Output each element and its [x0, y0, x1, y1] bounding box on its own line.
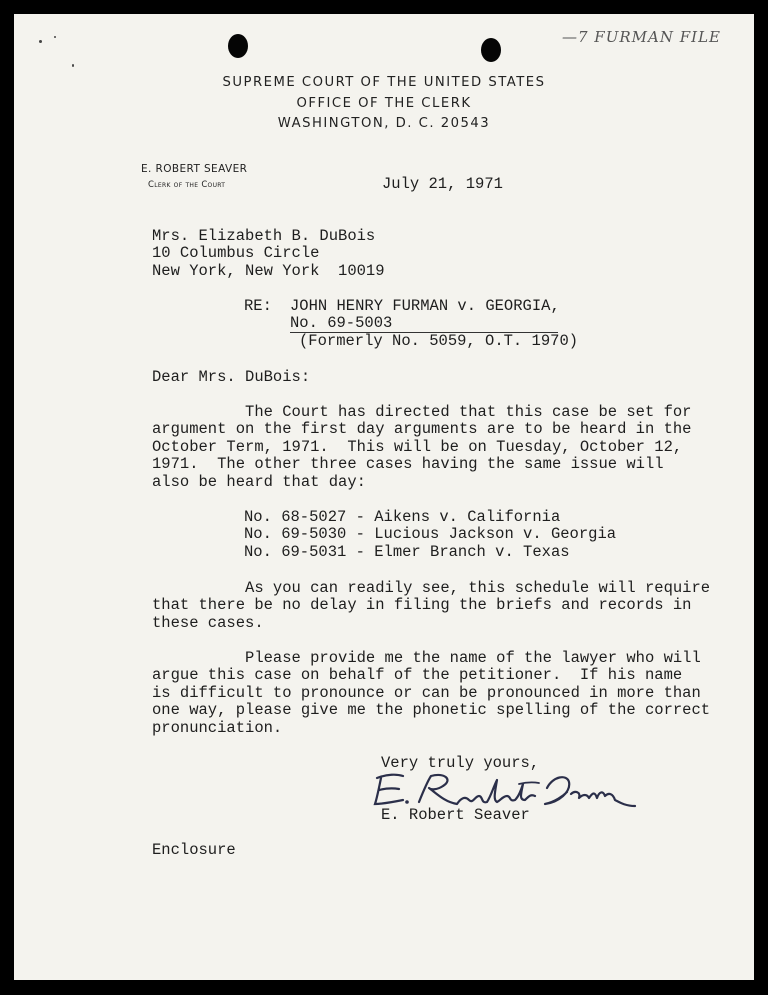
- paragraph-line: argument on the first day arguments are to be heard in the: [152, 420, 692, 438]
- re-case-title: JOHN HENRY FURMAN v. GEORGIA,: [290, 297, 560, 315]
- paragraph-line: As you can readily see, this schedule will require: [152, 579, 711, 597]
- paragraph-line: argue this case on behalf of the petitioner. If his name: [152, 666, 683, 684]
- case-list-item: No. 69-5030 - Lucious Jackson v. Georgia: [244, 525, 617, 543]
- letterhead-address: WASHINGTON, D. C. 20543: [277, 116, 491, 131]
- punch-hole-right: [481, 38, 501, 62]
- paragraph-line: 1971. The other three cases having the same issue will: [152, 455, 664, 473]
- case-list-item: No. 69-5031 - Elmer Branch v. Texas: [244, 543, 570, 561]
- recipient-name: Mrs. Elizabeth B. DuBois: [152, 227, 376, 245]
- paragraph-line: Please provide me the name of the lawyer who will: [152, 649, 701, 667]
- recipient-city: New York, New York 10019: [152, 262, 385, 280]
- handwritten-annotation: —7 FURMAN FILE: [562, 28, 721, 46]
- speck: [72, 64, 74, 67]
- paragraph-line: is difficult to pronounce or can be pronounced in more than: [152, 684, 701, 702]
- paragraph-line: The Court has directed that this case be set for: [152, 403, 692, 421]
- paragraph-line: pronunciation.: [152, 719, 283, 737]
- speck: [39, 40, 42, 43]
- letterhead-office: OFFICE OF THE CLERK: [296, 96, 472, 111]
- salutation: Dear Mrs. DuBois:: [152, 368, 311, 386]
- re-label: RE:: [244, 297, 272, 315]
- punch-hole-left: [228, 34, 248, 58]
- signer-name: E. Robert Seaver: [381, 806, 530, 824]
- clerk-name: E. ROBERT SEAVER: [141, 163, 248, 175]
- paragraph-line: these cases.: [152, 614, 264, 632]
- paragraph-line: also be heard that day:: [152, 473, 366, 491]
- paragraph-line: that there be no delay in filing the briefs and records in: [152, 596, 692, 614]
- clerk-title: Clerk of the Court: [148, 180, 226, 190]
- paragraph-line: October Term, 1971. This will be on Tuesday, October 12,: [152, 438, 683, 456]
- recipient-street: 10 Columbus Circle: [152, 244, 320, 262]
- letter-date: July 21, 1971: [382, 175, 503, 193]
- letter-page: [14, 14, 754, 980]
- enclosure-note: Enclosure: [152, 841, 236, 859]
- closing: Very truly yours,: [381, 754, 540, 772]
- paragraph-line: one way, please give me the phonetic spelling of the correct: [152, 701, 711, 719]
- re-case-number: No. 69-5003: [290, 314, 393, 332]
- speck: [54, 36, 56, 38]
- letterhead-court: SUPREME COURT OF THE UNITED STATES: [222, 75, 546, 90]
- case-list-item: No. 68-5027 - Aikens v. California: [244, 508, 561, 526]
- re-former-number: (Formerly No. 5059, O.T. 1970): [299, 332, 579, 350]
